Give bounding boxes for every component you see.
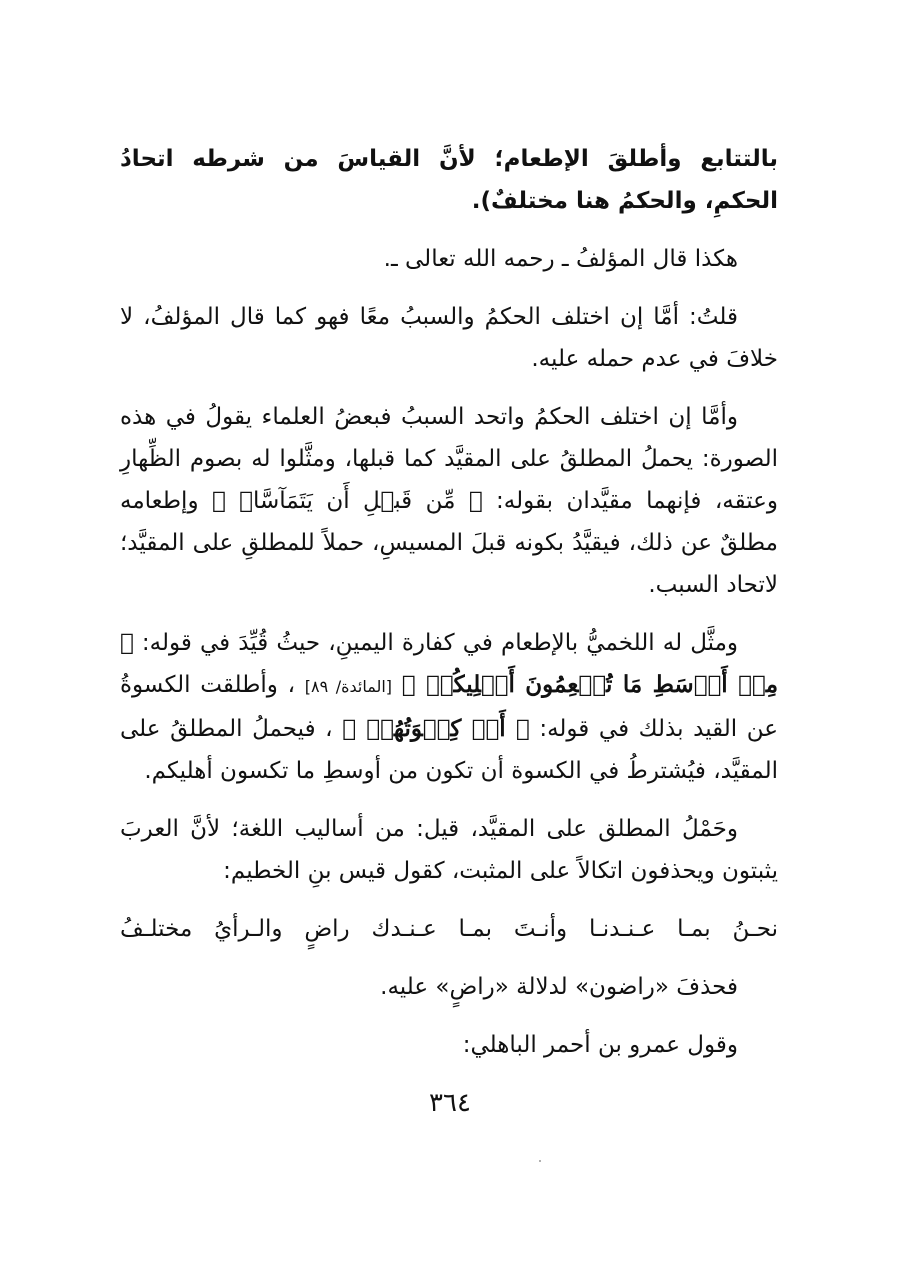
paragraph-8: وقول عمرو بن أحمر الباهلي: <box>462 1032 738 1058</box>
paragraph-4: وأمَّا إن اختلف الحكمُ واتحد السببُ فبعضُ العلماء يقولُ في هذه الصورة: يحملُ المطلقُ على المقيَّد كما قبلها، ومثَّلوا له بصوم الظِّهارِ وعتقه، فإنهما مقيَّدان بقوله: ﴿ مِّن قَبۡلِ أَن يَتَمَآسَّاۚ ﴾ وإطعامه مطلقٌ عن ذلك، فيقيَّدُ بكونه قبلَ المسيسِ، حملاً للمطلقِ على المقيَّد؛ لاتحاد السبب. <box>120 404 778 598</box>
paragraph-7: فحذفَ «راضون» لدلالة «راضٍ» عليه. <box>380 974 738 1000</box>
page-body <box>120 138 778 1082</box>
paragraph-2: هكذا قال المؤلفُ ـ رحمه الله تعالى ـ. <box>383 246 738 272</box>
paragraph-5-intro: ومثَّل له اللخميُّ بالإطعام في كفارة اليمينِ، حيثُ قُيِّدَ في قوله: <box>133 630 738 656</box>
quran-quote-1: ﴿ مِنۡ أَوۡسَطِ مَا تُطۡعِمُونَ أَهۡلِيكُمۡ ﴾ <box>120 629 779 698</box>
quran-quote-2: ﴿ أَوۡ كِسۡوَتُهُمۡ ﴾ <box>342 715 530 742</box>
paragraph-6: وحَمْلُ المطلق على المقيَّد، قيل: من أساليب اللغة؛ لأنَّ العربَ يثبتون ويحذفون اتكالاً على المثبت، كقول قيس بنِ الخطيم: <box>120 816 778 884</box>
paragraph-5 <box>120 622 778 792</box>
paragraph-1: بالتتابع وأطلقَ الإطعام؛ لأنَّ القياسَ من شرطه اتحادُ الحكمِ، والحكمُ هنا مختلفٌ). <box>120 146 778 214</box>
page-number: ٣٦٤ <box>429 1088 471 1118</box>
quran-reference: [المائدة/ ٨٩] <box>304 677 393 696</box>
poetry-verse: نحـنُ بمـا عـنـدنـا وأنـتَ بمـا عـنـدك راضٍ والـرأيُ مختلـفُ <box>120 916 778 942</box>
paragraph-5-end: ، فيحملُ المطلقُ على المقيَّد، فيُشترطُ في الكسوة أن تكون من أوسطِ ما تكسون أهليكم. <box>120 716 778 784</box>
paragraph-3: قلتُ: أمَّا إن اختلف الحكمُ والسببُ معًا فهو كما قال المؤلفُ، لا خلافَ في عدم حمله عليه. <box>120 304 778 372</box>
paragraph-5-middle: ، وأطلقت الكسوةُ عن القيد بذلك في قوله: <box>120 672 779 742</box>
scan-speck <box>539 1160 541 1162</box>
